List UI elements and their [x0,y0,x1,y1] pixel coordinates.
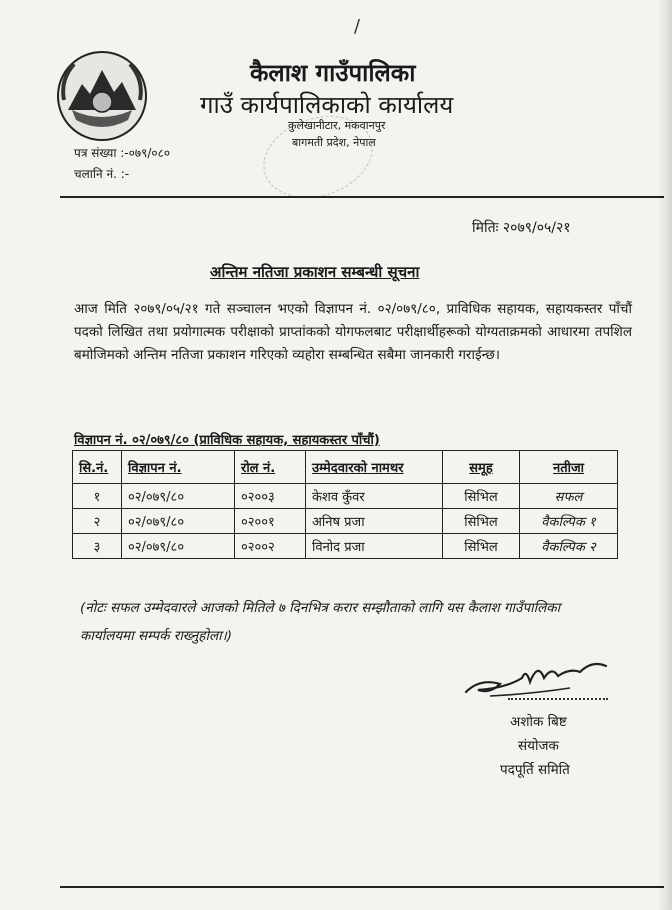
cell-advert-no: ०२/०७९/८० [122,484,235,509]
signatory-committee: पदपूर्ति समिति [500,762,570,778]
cell-result: वैकल्पिक २ [520,534,618,559]
cell-advert-no: ०२/०७९/८० [122,534,235,559]
notice-date: मितिः २०७९/०५/२१ [472,220,571,236]
cell-candidate-name: विनोद प्रजा [306,534,443,559]
signatory-role: संयोजक [518,738,559,754]
pen-mark: / [354,16,361,37]
letter-number: पत्र संख्या :-०७९/०८० [74,146,171,160]
signatory-name: अशोक बिष्ट [510,714,567,730]
office-subtitle: गाउँ कार्यपालिकाको कार्यालय [200,91,454,119]
office-title: कैलाश गाउँपालिका [250,59,416,87]
header-roll-no: रोल नं. [235,451,306,484]
header-serial: सि.नं. [73,451,122,484]
signature-line [508,698,608,700]
nepal-emblem-icon [56,50,148,142]
cell-serial: १ [73,484,122,509]
cell-candidate-name: अनिष प्रजा [306,509,443,534]
table-row [73,484,618,509]
header-result: नतीजा [520,451,618,484]
cell-result: वैकल्पिक १ [520,509,618,534]
header-group: समूह [443,451,520,484]
results-table [72,450,618,559]
cell-group: सिभिल [443,484,520,509]
footer-divider [60,886,664,888]
address-line-1: कुलेखानीटार, मकवानपुर [288,119,386,132]
header-divider [60,196,664,198]
page-edge-shadow [658,0,672,910]
cell-advert-no: ०२/०७९/८० [122,509,235,534]
table-row [73,534,618,559]
dispatch-number: चलानि नं. :- [74,167,130,181]
notice-heading: अन्तिम नतिजा प्रकाशन सम्बन्धी सूचना [210,263,420,281]
cell-roll-no: ०२००१ [235,509,306,534]
cell-group: सिभिल [443,509,520,534]
table-caption: विज्ञापन नं. ०२/०७९/८० (प्राविधिक सहायक, सहायकस्तर पाँचौं) [74,433,380,448]
cell-roll-no: ०२००२ [235,534,306,559]
header-candidate-name: उम्मेदवारको नामथर [306,451,443,484]
handwritten-signature [460,648,610,704]
notice-note: (नोटः सफल उम्मेदवारले आजको मितिले ७ दिनभित्र करार सम्झौताको लागि यस कैलाश गाउँपालिका कार्यालयमा सम्पर्क राख्नुहोला।) [80,600,561,644]
table-row [73,509,618,534]
cell-group: सिभिल [443,534,520,559]
cell-serial: २ [73,509,122,534]
table-header-row [73,451,618,484]
header-advert-no: विज्ञापन नं. [122,451,235,484]
cell-roll-no: ०२००३ [235,484,306,509]
cell-result: सफल [520,484,618,509]
notice-body: आज मिति २०७९/०५/२१ गते सञ्चालन भएको विज्ञापन नं. ०२/०७९/८०, प्राविधिक सहायक, सहायकस्तर पाँचौं पदको लिखित तथा प्रयोगात्मक परीक्षाको प्राप्तांकको योगफलबाट परीक्षार्थीहरूको योग्यताक्रमको आधारमा तपशिल बमोजिमको अन्तिम नतिजा प्रकाशन गरिएको व्यहोरा सम्बन्धित सबैमा जानकारी गराईन्छ। [74,301,632,363]
cell-serial: ३ [73,534,122,559]
address-line-2: बागमती प्रदेश, नेपाल [292,136,376,149]
cell-candidate-name: केशव कुँवर [306,484,443,509]
